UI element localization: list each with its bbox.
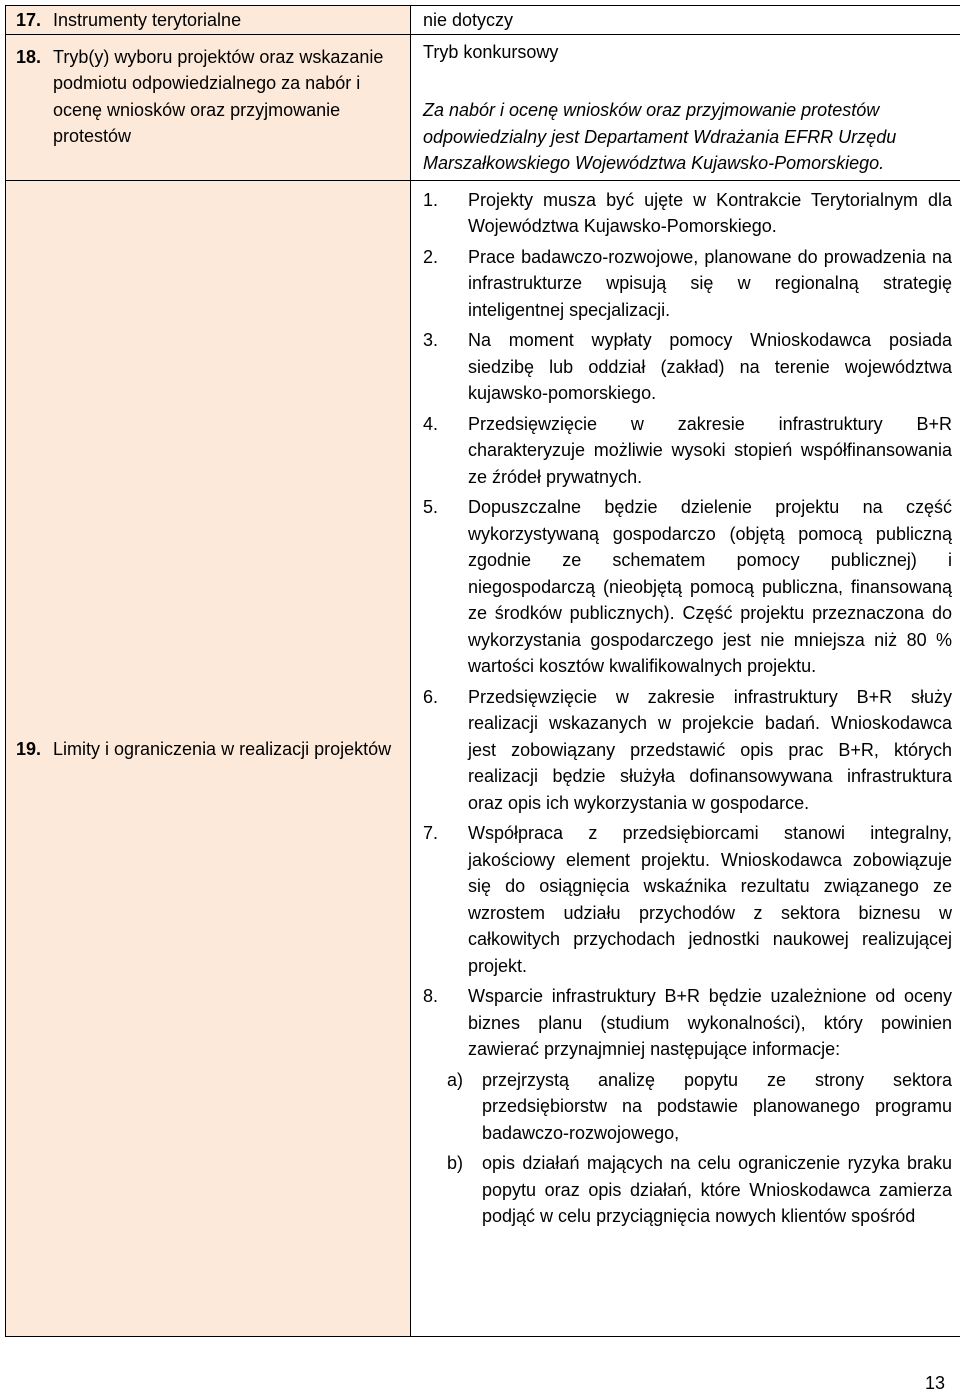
list-item-text: Wsparcie infrastruktury B+R będzie uzależnione od oceny biznes planu (studium wykonalności), który powinien zawierać przynajmniej następujące informacje: <box>468 983 952 1063</box>
list-item-number: 4. <box>423 411 468 491</box>
list-item-text: Współpraca z przedsiębiorcami stanowi integralny, jakościowy element projektu. Wnioskodawca zobowiązuje się do osiągnięcia wskaźnika rezultatu związanego ze wzrostem udziału przychodów z sektora biznesu w całkowitych przychodach jednostki naukowej realizującej projekt. <box>468 820 952 979</box>
list-item-number: 3. <box>423 327 468 407</box>
list-item <box>423 187 952 240</box>
list-item <box>423 411 952 491</box>
list-item <box>423 327 952 407</box>
list-item-text: Prace badawczo-rozwojowe, planowane do prowadzenia na infrastrukturze wpisują się w regionalną strategię inteligentnej specjalizacji. <box>468 244 952 324</box>
selection-mode: Tryb konkursowy <box>423 35 952 66</box>
row-label-cell <box>6 34 411 180</box>
list-item <box>423 820 952 979</box>
table-row <box>6 180 960 1336</box>
table-row <box>6 6 960 35</box>
list-item-text: Projekty musza być ujęte w Kontrakcie Terytorialnym dla Województwa Kujawsko-Pomorskiego. <box>468 187 952 240</box>
list-item-text: Dopuszczalne będzie dzielenie projektu na część wykorzystywaną gospodarczo (objętą pomocą publiczną zgodnie ze schematem pomocy publicznej) i niegospodarczą (nieobjętą pomocą publiczna, finansowaną ze środków publicznych). Część projektu przeznaczona do wykorzystania gospodarczego jest nie mniejsza niż 80 % wartości kosztów kwalifikowalnych projektu. <box>468 494 952 680</box>
row-number: 18. <box>16 44 53 150</box>
list-item <box>423 983 952 1063</box>
list-item-number: 2. <box>423 244 468 324</box>
sub-list-item <box>447 1067 952 1147</box>
project-criteria-table <box>5 5 960 1337</box>
row-value: nie dotyczy <box>411 6 960 34</box>
row-label: Tryb(y) wyboru projektów oraz wskazanie podmiotu odpowiedzialnego za nabór i ocenę wniosków oraz przyjmowanie protestów <box>53 44 386 150</box>
row-label-cell <box>6 6 411 35</box>
row-number: 17. <box>16 7 53 34</box>
table-row <box>6 34 960 180</box>
sub-list-item-text: opis działań mających na celu ograniczenie ryzyka braku popytu oraz opis działań, które Wnioskodawca zamierza podjąć w celu przyciągnięcia nowych klientów spośród <box>482 1150 952 1230</box>
row-value-cell <box>411 6 960 35</box>
sub-list-item <box>447 1150 952 1230</box>
list-item-number: 7. <box>423 820 468 979</box>
row-value-cell <box>411 34 960 180</box>
list-item-number: 6. <box>423 684 468 817</box>
page-number: 13 <box>925 1372 945 1394</box>
list-item-text: Przedsięwzięcie w zakresie infrastruktury B+R charakteryzuje możliwie wysoki stopień współfinansowania ze źródeł prywatnych. <box>468 411 952 491</box>
sub-list-item-letter: b) <box>447 1150 482 1230</box>
row-label-cell <box>6 180 411 1336</box>
list-item-number: 1. <box>423 187 468 240</box>
row-value-cell <box>411 180 960 1336</box>
list-item <box>423 494 952 680</box>
sub-list-item-text: przejrzystą analizę popytu ze strony sektora przedsiębiorstw na podstawie planowanego programu badawczo-rozwojowego, <box>482 1067 952 1147</box>
list-item <box>423 684 952 817</box>
row-number: 19. <box>16 736 53 763</box>
row-label: Instrumenty terytorialne <box>53 7 402 34</box>
list-item-number: 5. <box>423 494 468 680</box>
list-item-text: Na moment wypłaty pomocy Wnioskodawca posiada siedzibę lub oddział (zakład) na terenie województwa kujawsko-pomorskiego. <box>468 327 952 407</box>
limits-list <box>411 181 960 1230</box>
list-item-number: 8. <box>423 983 468 1063</box>
list-item-text: Przedsięwzięcie w zakresie infrastruktury B+R służy realizacji wskazanych w projekcie badań. Wnioskodawca jest zobowiązany przedstawić opis prac B+R, których realizacji będzie służyła dofinansowywana infrastruktura oraz opis ich wykorzystania w gospodarce. <box>468 684 952 817</box>
row-label: Limity i ograniczenia w realizacji projektów <box>53 736 402 763</box>
sub-list-item-letter: a) <box>447 1067 482 1147</box>
responsible-body-note: Za nabór i ocenę wniosków oraz przyjmowanie protestów odpowiedzialny jest Departament Wdrażania EFRR Urzędu Marszałkowskiego Województwa Kujawsko-Pomorskiego. <box>423 97 952 180</box>
list-item <box>423 244 952 324</box>
